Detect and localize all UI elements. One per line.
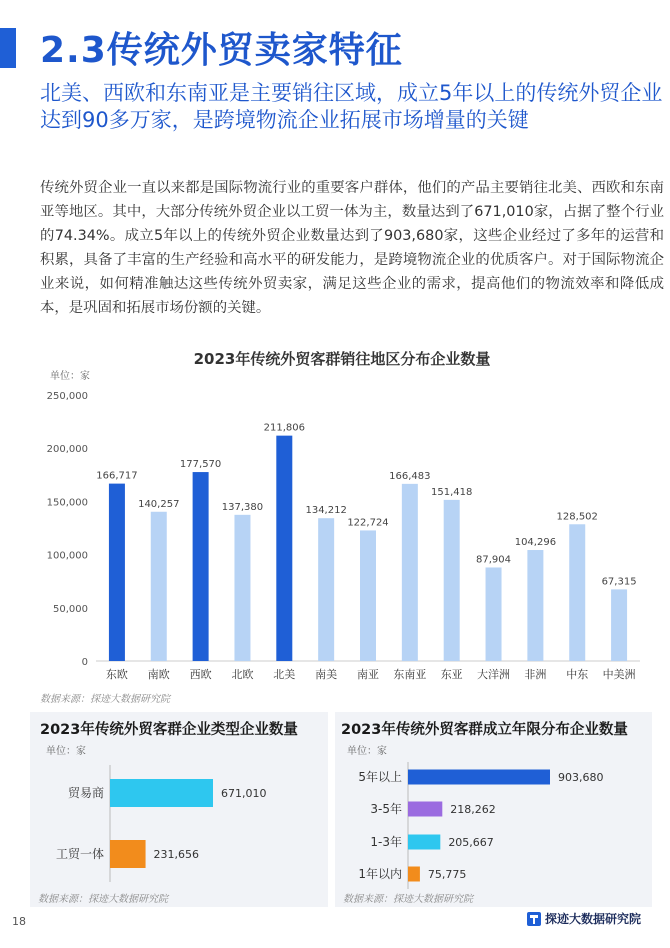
x-tick-label: 西欧 [189,668,212,681]
x-tick-label: 北美 [273,668,296,681]
x-tick-label: 非洲 [524,668,547,681]
company-type-bar-chart [30,712,328,907]
x-tick-label: 南欧 [147,668,170,681]
brand-footer [527,910,641,927]
x-tick-label: 东亚 [440,668,463,681]
bar-value-label: 87,904 [476,554,512,566]
y-tick-label: 0 [81,657,88,668]
x-tick-label: 大洋洲 [477,668,511,681]
unit-label: 单位：家 [347,746,387,757]
bar-value-label: 231,656 [153,848,200,861]
bar-6 [360,530,376,661]
x-tick-label: 南美 [315,668,338,681]
data-source-note: 数据来源：探迹大数据研究院 [343,894,473,905]
unit-label: 单位：家 [46,746,86,757]
bar-0 [109,484,125,661]
y-tick-label: 250,000 [46,391,88,402]
bar-0 [110,779,213,807]
category-label: 贸易商 [67,786,104,800]
chart-title: 2023年传统外贸客群销往地区分布企业数量 [193,350,491,368]
chart-title: 2023年传统外贸客群企业类型企业数量 [40,722,298,738]
bar-0 [408,770,550,785]
section-title: 2.3传统外贸卖家特征 [40,30,403,71]
x-tick-label: 中东 [566,668,589,681]
bar-1 [408,802,442,817]
bar-9 [486,567,502,661]
bar-value-label: 211,806 [263,422,305,434]
bar-8 [444,500,460,661]
x-tick-label: 东欧 [105,668,128,681]
company-age-panel [335,712,652,907]
category-label: 3-5年 [370,802,402,816]
bar-4 [276,436,292,661]
bar-3 [408,867,420,882]
bar-1 [151,512,167,661]
bar-value-label: 218,262 [450,803,496,816]
bar-5 [318,518,334,661]
x-tick-label: 北欧 [231,668,254,681]
body-paragraph: 传统外贸企业一直以来都是国际物流行业的重要客户群体，他们的产品主要销往北美、西欧和东南亚等地区。其中，大部分传统外贸企业以工贸一体为主，数量达到了671,010家，占据了整个行业的74.34%。成立5年以上的传统外贸企业数量达到了903,680家，这些企业经过了多年的运营和积累，具备了丰富的生产经验和高水平的研发能力，是跨境物流企业的优质客户。对于国际物流企业来说，如何精准触达这些传统外贸卖家，满足这些企业的需求，提高他们的物流效率和降低成本，是巩固和拓展市场份额的关键。 [40,180,664,316]
category-label: 1-3年 [370,835,402,849]
bar-value-label: 137,380 [221,501,264,513]
bar-3 [234,515,250,661]
bar-value-label: 166,483 [389,470,431,482]
bar-value-label: 104,296 [514,537,557,549]
title-accent-bar [0,28,16,68]
bar-value-label: 128,502 [556,511,598,523]
bar-value-label: 671,010 [221,787,267,800]
brand-logo-icon [527,912,541,926]
bar-2 [408,835,440,850]
bar-value-label: 151,418 [431,486,473,498]
category-label: 工贸一体 [55,847,104,861]
y-tick-label: 150,000 [46,497,88,509]
bar-7 [402,484,418,661]
bar-value-label: 903,680 [558,771,604,784]
unit-label: 单位：家 [50,371,90,382]
data-source-note: 数据来源：探迹大数据研究院 [38,894,168,905]
section-subtitle: 北美、西欧和东南亚是主要销往区域，成立5年以上的传统外贸企业达到90多万家，是跨境物流企业拓展市场增量的关键 [40,81,663,132]
bar-value-label: 177,570 [179,459,222,471]
bar-value-label: 134,212 [305,505,347,517]
bar-value-label: 140,257 [138,498,180,510]
bar-value-label: 67,315 [601,576,637,588]
x-tick-label: 中美洲 [602,668,636,681]
brand-name: 探迹大数据研究院 [545,912,642,926]
chart-title: 2023年传统外贸客群成立年限分布企业数量 [341,722,628,738]
bar-value-label: 75,775 [427,868,467,881]
category-label: 5年以上 [358,770,402,784]
bar-1 [110,840,146,868]
bar-value-label: 205,667 [448,836,494,849]
company-type-panel [30,712,328,907]
bar-10 [527,550,543,661]
bar-value-label: 166,717 [96,470,138,482]
y-tick-label: 100,000 [46,550,88,562]
bar-11 [569,524,585,661]
x-tick-label: 东南亚 [393,668,427,681]
bar-2 [193,472,209,661]
company-age-bar-chart [335,712,652,907]
bar-value-label: 122,724 [347,517,389,529]
region-bar-chart [30,342,655,712]
y-tick-label: 200,000 [46,444,88,456]
bar-12 [611,589,627,661]
x-tick-label: 南亚 [357,668,379,681]
category-label: 1年以内 [358,867,402,881]
page-number: 18 [12,915,26,928]
data-source-note: 数据来源：探迹大数据研究院 [40,694,170,705]
y-tick-label: 50,000 [53,603,88,615]
